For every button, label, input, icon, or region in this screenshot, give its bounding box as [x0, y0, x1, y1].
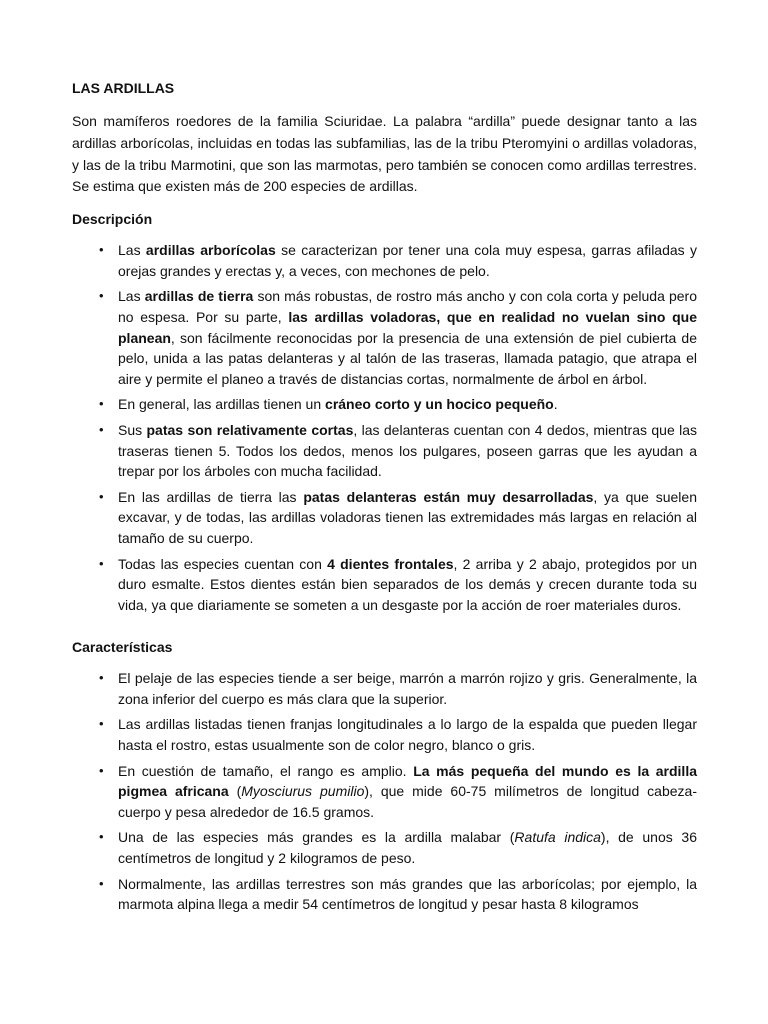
text-run: (: [228, 783, 242, 800]
list-item: [72, 554, 697, 616]
text-run: , las delanteras cuentan con 4 dedos, mientras que las traseras tienen 5. Todos los dedos, menos los pulgares, poseen garras que les ayudan a trepar por los árboles con mucha facilidad.: [118, 421, 697, 480]
text-run: En las ardillas de tierra las: [118, 488, 304, 505]
descripcion-list: [72, 240, 697, 615]
section-heading-caracteristicas: Características: [72, 639, 173, 656]
section-heading-descripcion: Descripción: [72, 211, 153, 228]
bullet-icon: •: [99, 421, 104, 437]
bullet-icon: •: [99, 716, 104, 732]
bullet-icon: •: [99, 488, 104, 504]
text-run: ), de unos 36 centímetros de longitud y 2 kilogramos de peso.: [118, 829, 697, 867]
text-run: , son fácilmente reconocidas por la presencia de una extensión de piel cubierta de pelo, unida a las patas delanteras y al talón de las traseras, llamada patagio, que atrapa el aire y permite el planeo a través de distancias cortas, normalmente de árbol en árbol.: [118, 329, 697, 387]
list-item: [72, 874, 697, 915]
bullet-icon: •: [99, 242, 104, 258]
text-run: , ya que suelen excavar, y de todas, las ardillas voladoras tienen las extremidades más largas en relación al tamaño de su cuerpo.: [118, 488, 697, 546]
italic-text: Myosciurus pumilio: [241, 783, 365, 800]
bold-text: las ardillas voladoras, que en realidad no vuelan sino que planean: [118, 308, 697, 346]
text-run: Una de las especies más grandes es la ardilla malabar (: [118, 829, 515, 846]
text-run: son más robustas, de rostro más ancho y con cola corta y peluda pero no espesa. Por su parte,: [118, 288, 697, 325]
text-run: El pelaje de las especies tiende a ser beige, marrón a marrón rojizo y gris. Generalmente, la zona inferior del cuerpo es más clara que la superior.: [118, 670, 697, 707]
text-run: En cuestión de tamaño, el rango es amplio.: [118, 762, 414, 779]
text-run: , 2 arriba y 2 abajo, protegidos por un duro esmalte. Estos dientes están bien separados de los demás y crecen durante toda su vida, ya que diariamente se someten a un desgaste por la acción de roer materiales duros.: [118, 555, 698, 613]
intro-paragraph: Son mamíferos roedores de la familia Sciuridae. La palabra “ardilla” puede designar tanto a las ardillas arborícolas, incluidas en todas las subfamilias, las de la tribu Pteromyini o ardillas voladoras, y las de la tribu Marmotini, que son las marmotas, pero también se conocen como ardillas terrestres. Se estima que existen más de 200 especies de ardillas.: [72, 113, 697, 195]
bold-text: ardillas arborícolas: [145, 242, 276, 259]
text-run: .: [553, 396, 558, 413]
bullet-icon: •: [99, 555, 104, 571]
list-item: [72, 668, 697, 709]
text-run: Las: [118, 288, 145, 305]
text-run: Las ardillas listadas tienen franjas longitudinales a lo largo de la espalda que pueden llegar hasta el rostro, estas usualmente son de color negro, blanco o gris.: [118, 716, 697, 754]
bold-text: cráneo corto y un hocico pequeño: [325, 396, 554, 413]
list-item: [72, 827, 697, 868]
bullet-icon: •: [99, 762, 104, 778]
bullet-icon: •: [99, 875, 104, 891]
bold-text: La más pequeña del mundo es la ardilla pigmea africana: [118, 762, 697, 800]
text-run: Todas las especies cuentan con: [118, 555, 328, 572]
italic-text: Ratufa indica: [514, 829, 601, 846]
bold-text: patas son relativamente cortas: [146, 421, 354, 438]
list-item: [72, 420, 697, 482]
text-run: Normalmente, las ardillas terrestres son más grandes que las arborícolas; por ejemplo, la marmota alpina llega a medir 54 centímetros de longitud y pesar hasta 8 kilogramos: [118, 875, 697, 913]
caracteristicas-list: [72, 668, 697, 915]
bold-text: ardillas de tierra: [144, 288, 254, 305]
document-body: [72, 78, 697, 920]
list-item: [72, 394, 697, 415]
list-item: [72, 714, 697, 755]
list-item: [72, 240, 697, 281]
text-run: ), que mide 60-75 milímetros de longitud cabeza-cuerpo y pesa alrededor de 16.5 gramos.: [118, 783, 697, 820]
list-item: [72, 761, 697, 823]
bullet-icon: •: [99, 288, 104, 304]
bold-text: 4 dientes frontales: [327, 555, 454, 572]
text-run: En general, las ardillas tienen un: [118, 396, 326, 413]
text-run: Las: [118, 242, 146, 259]
list-item: [72, 487, 697, 549]
text-run: se caracterizan por tener una cola muy espesa, garras afiladas y orejas grandes y erectas y, a veces, con mechones de pelo.: [118, 242, 697, 279]
bullet-icon: •: [99, 396, 104, 412]
text-run: Sus: [118, 421, 147, 438]
bold-text: patas delanteras están muy desarrolladas: [303, 488, 594, 505]
list-item: [72, 286, 697, 389]
bullet-icon: •: [99, 670, 104, 686]
document-title: LAS ARDILLAS: [72, 80, 175, 96]
bullet-icon: •: [99, 829, 104, 845]
